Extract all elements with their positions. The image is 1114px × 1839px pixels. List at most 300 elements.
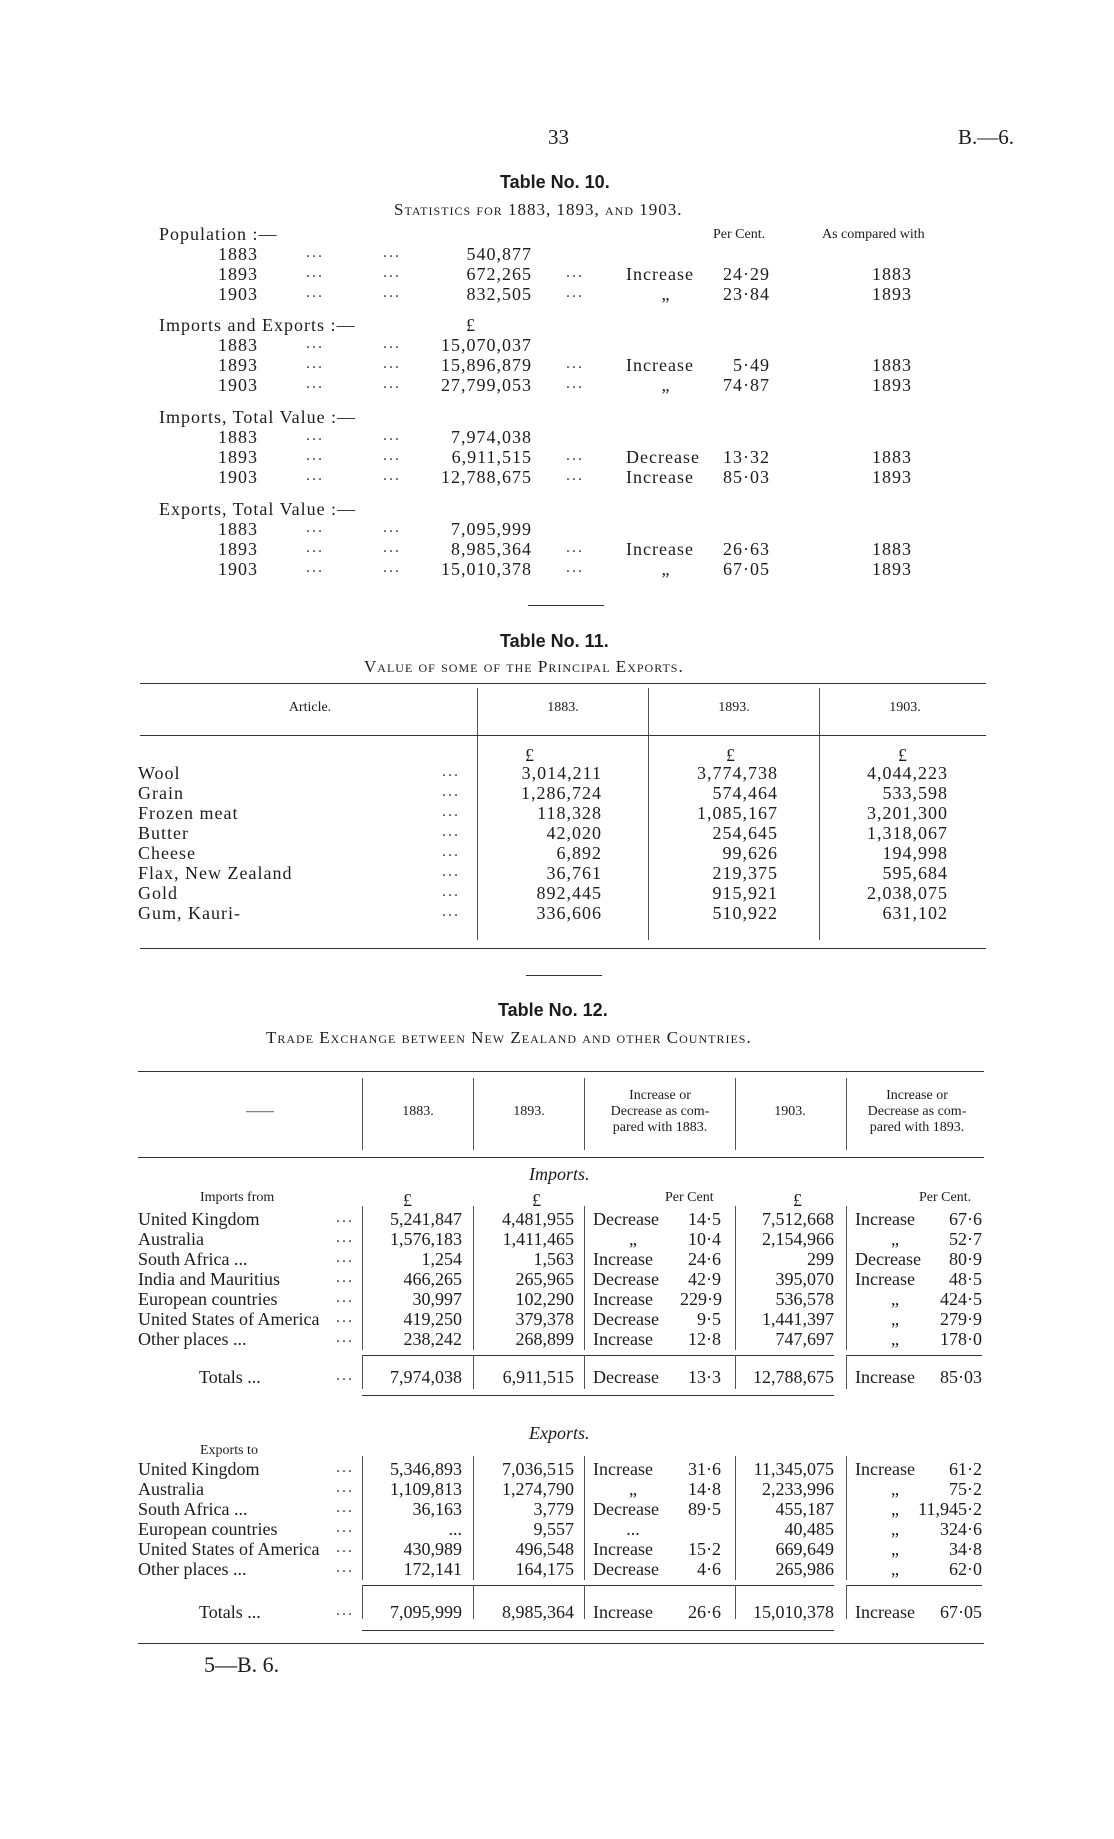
dot-leader: ...	[566, 447, 584, 464]
value-1883: 419,250	[403, 1309, 462, 1329]
row-year: 1903	[218, 375, 258, 395]
table-rule	[140, 735, 986, 736]
column-divider	[584, 1585, 585, 1619]
row-value: 12,788,675	[441, 467, 532, 487]
total-percent-1893: 85·03	[940, 1367, 982, 1387]
row-percent: 23·84	[723, 284, 770, 304]
totals-label: Totals ...	[199, 1602, 261, 1622]
column-divider	[846, 1585, 847, 1619]
column-divider	[648, 688, 649, 940]
row-compared: 1883	[872, 264, 912, 284]
currency-symbol: £	[466, 315, 476, 335]
dot-leader: ...	[383, 559, 401, 576]
table-10-subtitle: Statistics for 1883, 1893, and 1903.	[394, 200, 683, 219]
percent-1893: 62·0	[949, 1559, 982, 1579]
column-divider	[362, 1078, 363, 1150]
page-number: 33	[548, 125, 569, 149]
dot-leader: ...	[566, 355, 584, 372]
row-year: 1893	[218, 539, 258, 559]
dot-leader: ...	[566, 539, 584, 556]
change-1893: „	[891, 1229, 899, 1249]
row-value: 672,265	[466, 264, 532, 284]
row-value: 7,974,038	[451, 427, 532, 447]
percent-1893: 80·9	[949, 1249, 982, 1269]
exports-subheading: Exports to	[200, 1443, 258, 1458]
change-1893: „	[891, 1289, 899, 1309]
percent-1883: 42·9	[688, 1269, 721, 1289]
value-1903: 669,649	[775, 1539, 834, 1559]
dot-leader: ...	[336, 1499, 354, 1516]
section-label: Population :—	[159, 224, 278, 244]
value-1903: 299	[807, 1249, 834, 1269]
row-percent: 85·03	[723, 467, 770, 487]
table-10-compared-header: As compared with	[822, 227, 925, 242]
value-1893: 915,921	[712, 883, 778, 903]
dot-leader: ...	[442, 763, 460, 780]
totals-label: Totals ...	[199, 1367, 261, 1387]
dot-leader: ...	[383, 244, 401, 261]
change-1893: „	[891, 1519, 899, 1539]
section-label: Imports, Total Value :—	[159, 407, 357, 427]
article-name: Flax, New Zealand	[138, 863, 293, 883]
value-1903: 747,697	[775, 1329, 834, 1349]
column-divider	[846, 1456, 847, 1580]
dot-leader: ...	[442, 843, 460, 860]
country-name: Other places ...	[138, 1559, 247, 1579]
percent-1883: 229·9	[680, 1289, 722, 1309]
table-rule	[138, 1643, 984, 1644]
per-cent-label: Per Cent.	[919, 1190, 972, 1205]
value-1883: 1,109,813	[390, 1479, 462, 1499]
dot-leader: ...	[306, 559, 324, 576]
article-name: Gold	[138, 883, 178, 903]
dot-leader: ...	[306, 244, 324, 261]
change-1883: ...	[626, 1519, 640, 1539]
dot-leader: ...	[442, 863, 460, 880]
row-value: 15,070,037	[441, 335, 532, 355]
country-name: United States of America	[138, 1539, 320, 1559]
table-12-title: Table No. 12.	[498, 1000, 608, 1020]
value-1893: 510,922	[712, 903, 778, 923]
dot-leader: ...	[336, 1229, 354, 1246]
percent-1893: 61·2	[949, 1459, 982, 1479]
percent-1893: 424·5	[940, 1289, 982, 1309]
row-change: Increase	[626, 264, 694, 284]
percent-1893: 11,945·2	[918, 1499, 982, 1519]
currency-symbol: £	[726, 745, 736, 765]
row-value: 8,985,364	[451, 539, 532, 559]
percent-1883: 31·6	[688, 1459, 721, 1479]
value-1883: 5,241,847	[390, 1209, 462, 1229]
row-percent: 5·49	[733, 355, 770, 375]
change-1883: Increase	[593, 1459, 653, 1479]
dot-leader: ...	[442, 783, 460, 800]
column-divider	[477, 688, 478, 940]
table-11-subtitle: Value of some of the Principal Exports.	[364, 657, 684, 676]
value-1883: 892,445	[536, 883, 602, 903]
article-name: Wool	[138, 763, 181, 783]
row-year: 1883	[218, 244, 258, 264]
separator	[528, 605, 604, 606]
row-value: 6,911,515	[451, 447, 532, 467]
dot-leader: ...	[383, 284, 401, 301]
table-rule	[138, 1157, 984, 1158]
value-1903: 40,485	[784, 1519, 834, 1539]
value-1903: 3,201,300	[867, 803, 948, 823]
value-1883: 336,606	[536, 903, 602, 923]
dot-leader: ...	[566, 284, 584, 301]
change-1883: Decrease	[593, 1499, 659, 1519]
dot-leader: ...	[306, 335, 324, 352]
value-1903: 11,345,075	[753, 1459, 834, 1479]
row-year: 1903	[218, 284, 258, 304]
row-value: 7,095,999	[451, 519, 532, 539]
row-percent: 67·05	[723, 559, 770, 579]
column-divider	[735, 1078, 736, 1150]
value-1883: 36,163	[412, 1499, 462, 1519]
dot-leader: ...	[336, 1459, 354, 1476]
dot-leader: ...	[566, 264, 584, 281]
change-1883: „	[629, 1479, 637, 1499]
country-name: South Africa ...	[138, 1499, 248, 1519]
percent-1883: 14·5	[688, 1209, 721, 1229]
dot-leader: ...	[383, 355, 401, 372]
dot-leader: ...	[306, 427, 324, 444]
header-1883: 1883.	[402, 1104, 434, 1119]
change-1883: Increase	[593, 1539, 653, 1559]
value-1893: 574,464	[712, 783, 778, 803]
dot-leader: ...	[306, 519, 324, 536]
dot-leader: ...	[336, 1559, 354, 1576]
row-compared: 1893	[872, 559, 912, 579]
value-1903: 455,187	[775, 1499, 834, 1519]
value-1883: 36,761	[546, 863, 602, 883]
header-article: Article.	[288, 700, 332, 715]
value-1883: 118,328	[537, 803, 602, 823]
row-change: „	[661, 375, 671, 395]
currency-symbol: £	[525, 745, 535, 765]
change-1893: „	[891, 1329, 899, 1349]
dot-leader: ...	[383, 427, 401, 444]
row-percent: 26·63	[723, 539, 770, 559]
currency-symbol: £	[793, 1190, 802, 1210]
table-rule	[362, 1355, 834, 1356]
percent-1893: 324·6	[940, 1519, 982, 1539]
column-divider	[846, 1206, 847, 1350]
percent-1893: 75·2	[949, 1479, 982, 1499]
total-percent-1893: 67·05	[940, 1602, 982, 1622]
header-change-1883: Increase or Decrease as com- pared with 1883.	[610, 1088, 710, 1135]
value-1893: 254,645	[712, 823, 778, 843]
value-1883: 1,254	[421, 1249, 462, 1269]
value-1893: 7,036,515	[502, 1459, 574, 1479]
column-divider	[819, 688, 820, 940]
table-rule	[138, 1071, 984, 1072]
currency-symbol: £	[532, 1190, 541, 1210]
dot-leader: ...	[306, 447, 324, 464]
total-percent-1883: 13·3	[688, 1367, 721, 1387]
value-1903: 265,986	[775, 1559, 834, 1579]
country-name: United Kingdom	[138, 1459, 260, 1479]
change-1893: „	[891, 1309, 899, 1329]
value-1883: 3,014,211	[521, 763, 602, 783]
dot-leader: ...	[442, 823, 460, 840]
dot-leader: ...	[383, 335, 401, 352]
dot-leader: ...	[306, 539, 324, 556]
change-1883: „	[629, 1229, 637, 1249]
row-value: 27,799,053	[441, 375, 532, 395]
value-1903: 2,233,996	[762, 1479, 834, 1499]
value-1903: 2,038,075	[867, 883, 948, 903]
value-1903: 2,154,966	[762, 1229, 834, 1249]
value-1893: 9,557	[533, 1519, 574, 1539]
dot-leader: ...	[306, 284, 324, 301]
value-1883: 42,020	[546, 823, 602, 843]
percent-1893: 52·7	[949, 1229, 982, 1249]
per-cent-label: Per Cent	[665, 1190, 714, 1205]
header-1893: 1893.	[513, 1104, 545, 1119]
value-1893: 265,965	[515, 1269, 574, 1289]
column-divider	[584, 1206, 585, 1350]
value-1903: 7,512,668	[762, 1209, 834, 1229]
total-1893: 8,985,364	[502, 1602, 574, 1622]
change-1883: Decrease	[593, 1269, 659, 1289]
value-1893: 3,779	[533, 1499, 574, 1519]
value-1893: 3,774,738	[697, 763, 778, 783]
section-label: Exports, Total Value :—	[159, 499, 357, 519]
percent-1883: 14·8	[688, 1479, 721, 1499]
value-1883: 466,265	[403, 1269, 462, 1289]
change-1883: Increase	[593, 1289, 653, 1309]
change-1893: Increase	[855, 1269, 915, 1289]
row-compared: 1893	[872, 467, 912, 487]
article-name: Cheese	[138, 843, 196, 863]
table-10-per-cent-header: Per Cent.	[713, 227, 766, 242]
change-1893: „	[891, 1479, 899, 1499]
total-change-1893: Increase	[855, 1602, 915, 1622]
imports-subheading: Imports from	[200, 1190, 275, 1205]
table-rule	[846, 1355, 982, 1356]
header-1903: 1903.	[774, 1104, 806, 1119]
total-1883: 7,974,038	[390, 1367, 462, 1387]
country-name: Australia	[138, 1479, 204, 1499]
dot-leader: ...	[566, 375, 584, 392]
value-1903: 533,598	[882, 783, 948, 803]
change-1883: Decrease	[593, 1209, 659, 1229]
change-1893: Increase	[855, 1459, 915, 1479]
value-1883: 5,346,893	[390, 1459, 462, 1479]
dot-leader: ...	[306, 375, 324, 392]
country-name: Australia	[138, 1229, 204, 1249]
total-1903: 15,010,378	[753, 1602, 834, 1622]
value-1903: 4,044,223	[867, 763, 948, 783]
country-name: United States of America	[138, 1309, 320, 1329]
row-change: Decrease	[626, 447, 700, 467]
value-1893: 219,375	[712, 863, 778, 883]
value-1903: 631,102	[882, 903, 948, 923]
value-1893: 1,411,465	[502, 1229, 574, 1249]
dot-leader: ...	[383, 447, 401, 464]
column-divider	[846, 1078, 847, 1150]
change-1883: Decrease	[593, 1309, 659, 1329]
value-1893: 268,899	[515, 1329, 574, 1349]
row-year: 1903	[218, 467, 258, 487]
row-change: „	[661, 559, 671, 579]
dot-leader: ...	[336, 1539, 354, 1556]
percent-1883: 9·5	[697, 1309, 721, 1329]
dot-leader: ...	[442, 903, 460, 920]
row-change: Increase	[626, 355, 694, 375]
section-label: Imports and Exports :—	[159, 315, 356, 335]
total-1883: 7,095,999	[390, 1602, 462, 1622]
table-rule	[362, 1585, 834, 1586]
percent-1893: 279·9	[940, 1309, 982, 1329]
row-change: Increase	[626, 539, 694, 559]
row-year: 1893	[218, 355, 258, 375]
row-percent: 24·29	[723, 264, 770, 284]
dot-leader: ...	[442, 883, 460, 900]
percent-1893: 67·6	[949, 1209, 982, 1229]
country-name: Other places ...	[138, 1329, 247, 1349]
dot-leader: ...	[383, 467, 401, 484]
row-compared: 1883	[872, 539, 912, 559]
country-name: South Africa ...	[138, 1249, 248, 1269]
value-1903: 536,578	[775, 1289, 834, 1309]
row-percent: 74·87	[723, 375, 770, 395]
change-1893: „	[891, 1539, 899, 1559]
dot-leader: ...	[383, 375, 401, 392]
value-1893: 99,626	[722, 843, 778, 863]
header-1903: 1903.	[889, 700, 921, 715]
dot-leader: ...	[442, 803, 460, 820]
value-1903: 1,318,067	[867, 823, 948, 843]
exports-heading: Exports.	[529, 1423, 590, 1443]
dot-leader: ...	[336, 1329, 354, 1346]
row-compared: 1893	[872, 284, 912, 304]
dot-leader: ...	[336, 1519, 354, 1536]
dot-leader: ...	[336, 1269, 354, 1286]
header-change-1893: Increase or Decrease as com- pared with 1893.	[867, 1088, 967, 1135]
value-1903: 194,998	[882, 843, 948, 863]
row-value: 15,010,378	[441, 559, 532, 579]
dot-leader: ...	[306, 467, 324, 484]
column-divider	[584, 1355, 585, 1389]
dot-leader: ...	[336, 1289, 354, 1306]
row-year: 1883	[218, 427, 258, 447]
article-name: Frozen meat	[138, 803, 239, 823]
value-1893: 496,548	[515, 1539, 574, 1559]
percent-1883: 12·8	[688, 1329, 721, 1349]
value-1893: 102,290	[515, 1289, 574, 1309]
page-footer: 5—B. 6.	[204, 1652, 280, 1677]
value-1883: 1,286,724	[521, 783, 602, 803]
value-1893: 1,274,790	[502, 1479, 574, 1499]
article-name: Grain	[138, 783, 184, 803]
table-rule	[140, 683, 986, 684]
row-value: 540,877	[466, 244, 532, 264]
percent-1883: 89·5	[688, 1499, 721, 1519]
dot-leader: ...	[383, 519, 401, 536]
change-1883: Decrease	[593, 1559, 659, 1579]
article-name: Gum, Kauri-	[138, 903, 241, 923]
column-divider	[473, 1078, 474, 1150]
value-1883: 238,242	[403, 1329, 462, 1349]
table-rule	[140, 948, 986, 949]
value-1883: 30,997	[412, 1289, 462, 1309]
dot-leader: ...	[566, 559, 584, 576]
row-compared: 1893	[872, 375, 912, 395]
total-1903: 12,788,675	[753, 1367, 834, 1387]
value-1903: 395,070	[775, 1269, 834, 1289]
value-1903: 595,684	[882, 863, 948, 883]
value-1883: 430,989	[403, 1539, 462, 1559]
table-rule	[846, 1585, 982, 1586]
column-divider	[584, 1456, 585, 1580]
row-value: 832,505	[466, 284, 532, 304]
total-percent-1883: 26·6	[688, 1602, 721, 1622]
separator	[526, 975, 602, 976]
dot-leader: ...	[566, 467, 584, 484]
dot-leader: ...	[383, 539, 401, 556]
row-change: „	[661, 284, 671, 304]
table-rule	[362, 1630, 834, 1631]
dot-leader: ...	[336, 1479, 354, 1496]
percent-1893: 178·0	[940, 1329, 982, 1349]
table-10-title: Table No. 10.	[500, 172, 610, 192]
table-12-subtitle: Trade Exchange between New Zealand and other Countries.	[266, 1028, 752, 1047]
article-name: Butter	[138, 823, 189, 843]
row-year: 1883	[218, 519, 258, 539]
percent-1893: 48·5	[949, 1269, 982, 1289]
header-blank: ——	[246, 1104, 274, 1119]
value-1893: 1,563	[533, 1249, 574, 1269]
percent-1883: 4·6	[697, 1559, 721, 1579]
page-reference: B.—6.	[958, 125, 1015, 149]
dot-leader: ...	[336, 1367, 354, 1384]
dot-leader: ...	[383, 264, 401, 281]
row-compared: 1883	[872, 355, 912, 375]
dot-leader: ...	[336, 1602, 354, 1619]
header-1893: 1893.	[718, 700, 750, 715]
value-1893: 4,481,955	[502, 1209, 574, 1229]
country-name: United Kingdom	[138, 1209, 260, 1229]
dot-leader: ...	[336, 1249, 354, 1266]
value-1883: 1,576,183	[390, 1229, 462, 1249]
dot-leader: ...	[336, 1309, 354, 1326]
change-1893: Increase	[855, 1209, 915, 1229]
row-percent: 13·32	[723, 447, 770, 467]
total-change-1893: Increase	[855, 1367, 915, 1387]
value-1883: 172,141	[403, 1559, 462, 1579]
percent-1883: 24·6	[688, 1249, 721, 1269]
country-name: European countries	[138, 1289, 278, 1309]
column-divider	[584, 1078, 585, 1150]
imports-heading: Imports.	[529, 1164, 590, 1184]
row-change: Increase	[626, 467, 694, 487]
total-change-1883: Increase	[593, 1602, 653, 1622]
currency-symbol: £	[403, 1190, 412, 1210]
row-value: 15,896,879	[441, 355, 532, 375]
country-name: India and Mauritius	[138, 1269, 280, 1289]
value-1893: 1,085,167	[697, 803, 778, 823]
country-name: European countries	[138, 1519, 278, 1539]
row-year: 1893	[218, 447, 258, 467]
row-compared: 1883	[872, 447, 912, 467]
total-change-1883: Decrease	[593, 1367, 659, 1387]
row-year: 1893	[218, 264, 258, 284]
header-1883: 1883.	[547, 700, 579, 715]
change-1893: „	[891, 1499, 899, 1519]
